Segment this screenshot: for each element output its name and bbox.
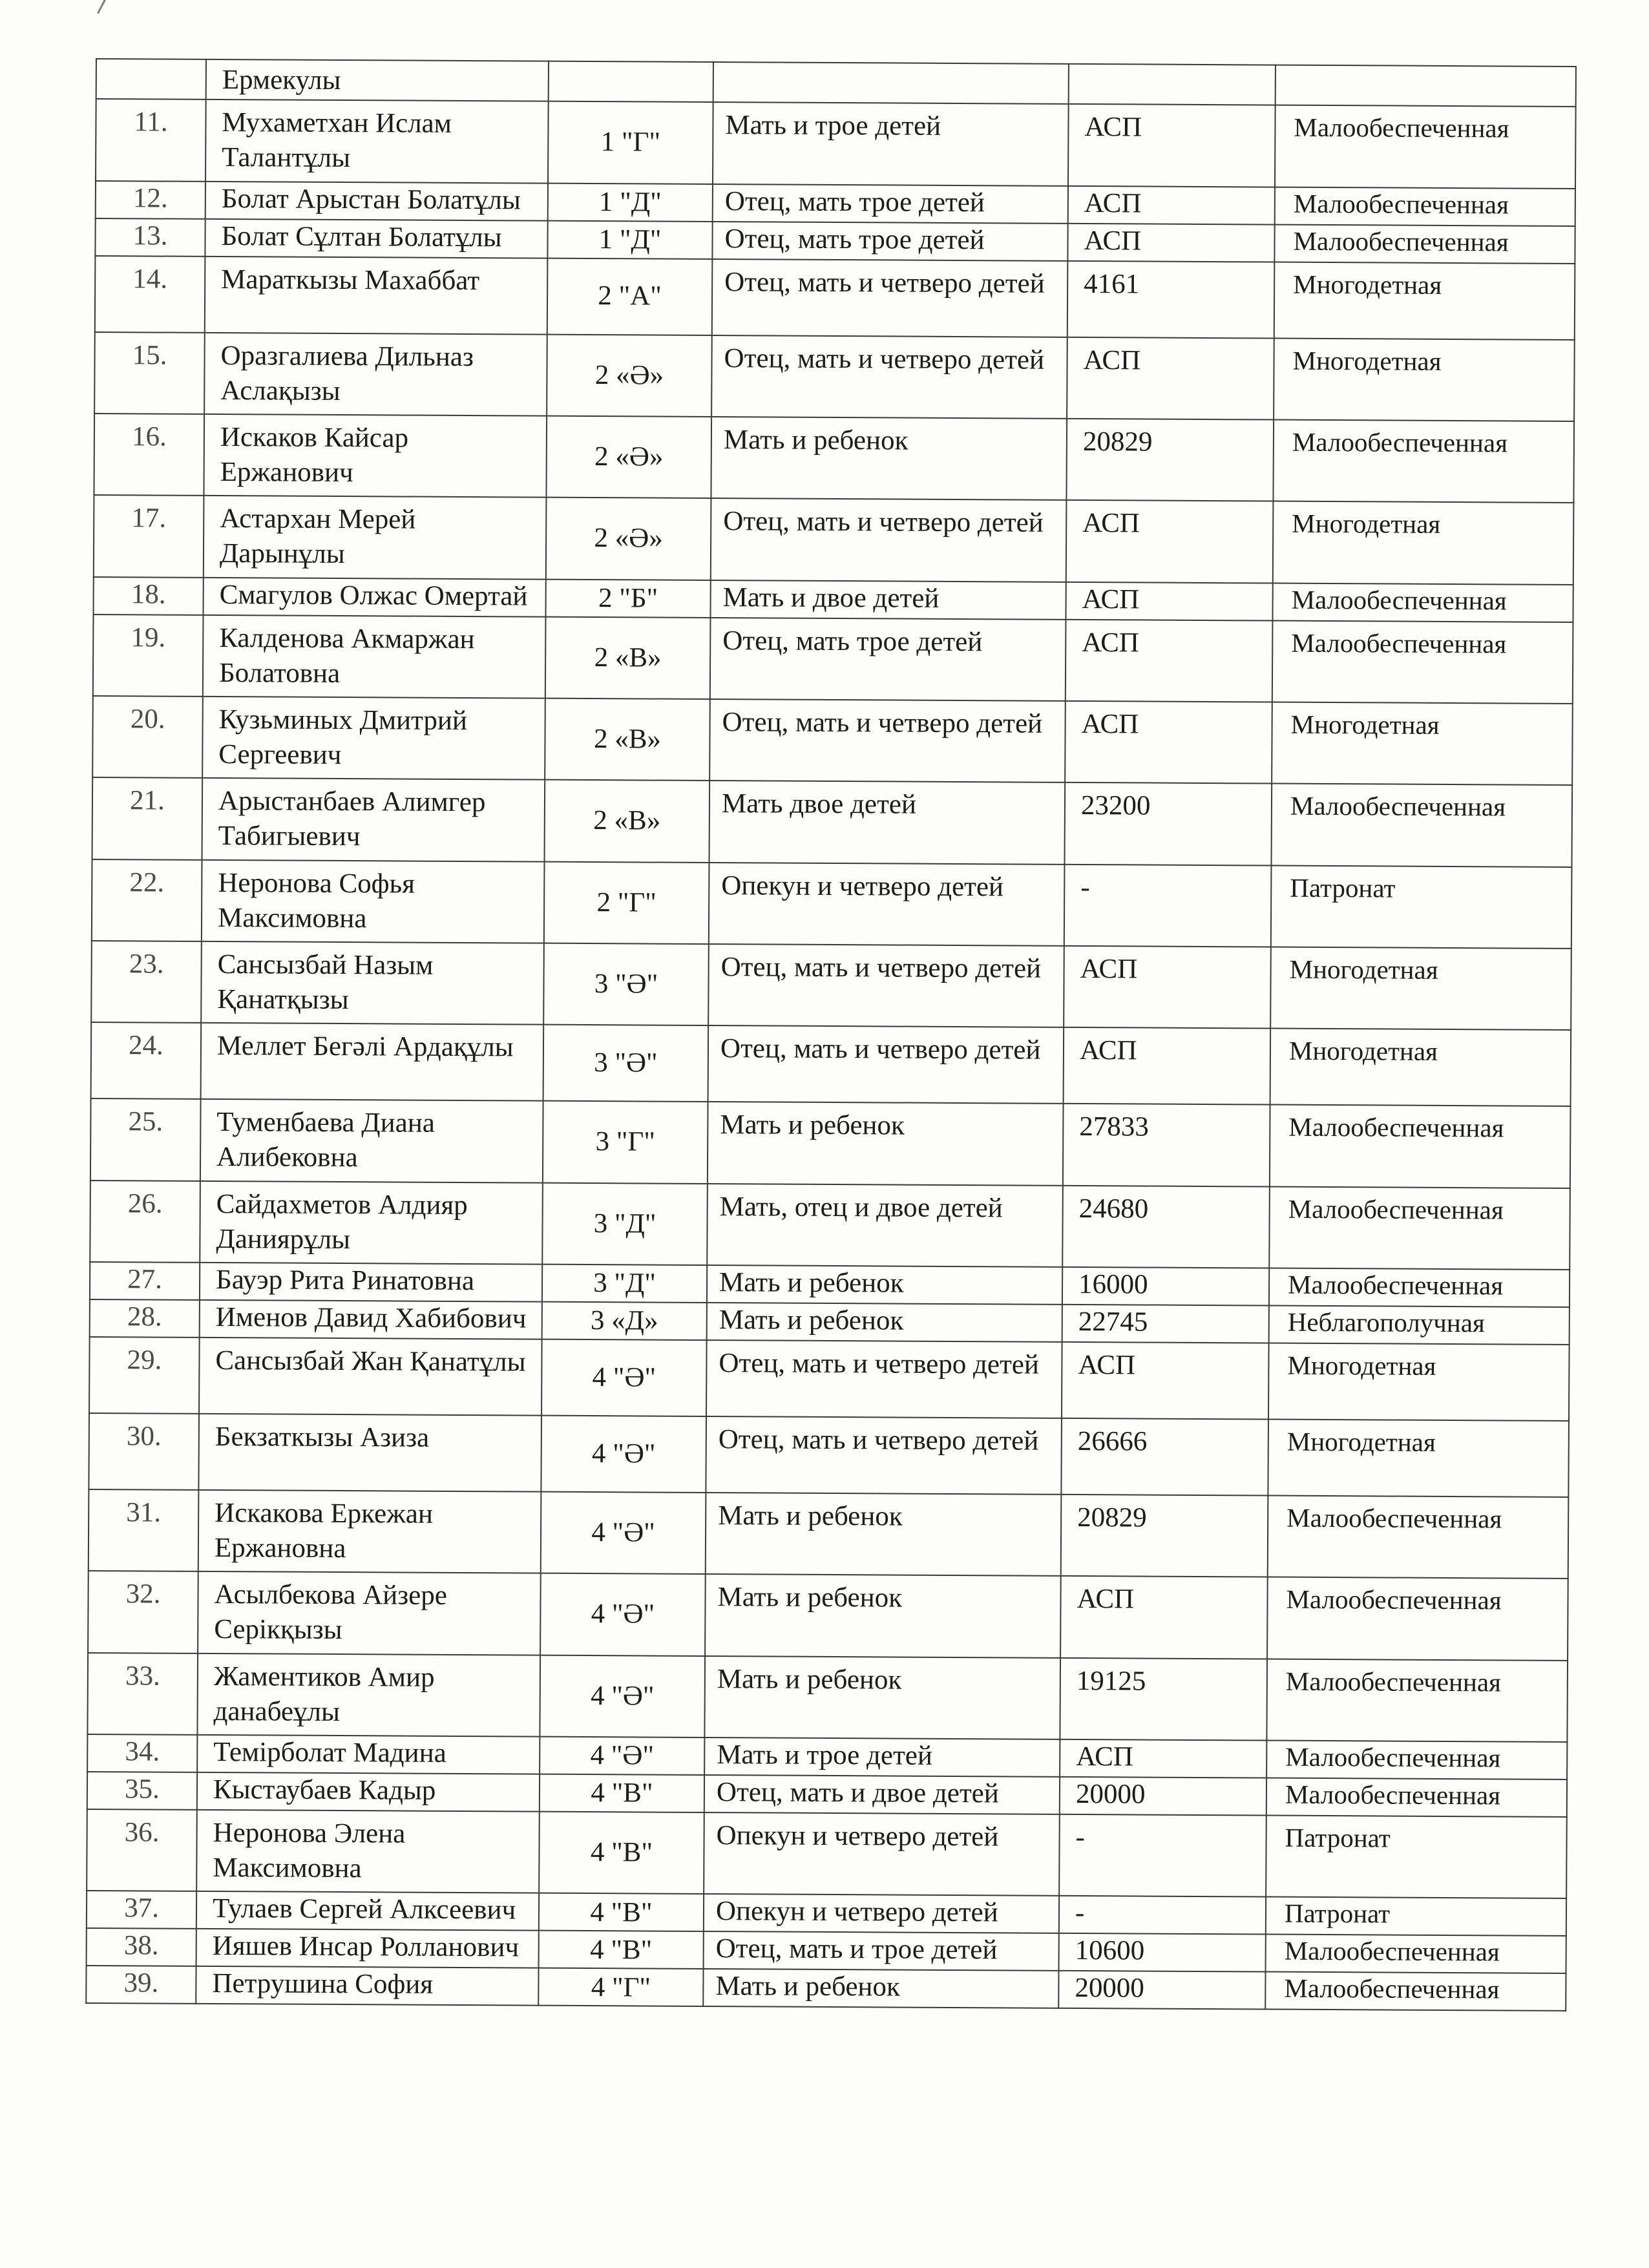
family-status-cell: Малообеспеченная (1266, 1778, 1567, 1817)
income-cell: АСП (1066, 582, 1272, 620)
family-status-cell: Малообеспеченная (1271, 784, 1572, 867)
student-name-cell: Неронова Софья Максимовна (202, 859, 545, 943)
table-row (92, 859, 1572, 949)
row-number-cell: 14. (95, 256, 205, 333)
class-cell: 2 «В» (545, 780, 710, 863)
table-row (93, 614, 1573, 704)
class-cell: 2 «Ә» (547, 334, 712, 417)
row-number-cell: 34. (87, 1734, 197, 1772)
student-name-cell: Смагулов Олжас Омертай (203, 577, 545, 616)
family-status-cell: Малообеспеченная (1275, 105, 1576, 189)
table-row (92, 696, 1573, 785)
row-number-cell: 24. (91, 1022, 202, 1099)
row-number-cell: 35. (87, 1772, 197, 1810)
class-cell: 2 "Г" (544, 861, 709, 944)
family-status-cell: Малообеспеченная (1269, 1268, 1570, 1307)
student-name-cell: Оразгалиева Дильназ Аслақызы (204, 332, 547, 415)
class-cell: 3 "Ә" (543, 943, 709, 1026)
family-status-cell: Малообеспеченная (1275, 187, 1575, 226)
class-cell: 2 «Ә» (546, 498, 711, 580)
class-cell: 4 "В" (539, 1893, 704, 1931)
table-row (94, 495, 1574, 584)
table-row (90, 1181, 1570, 1270)
family-composition-cell: Отец, мать и четверо детей (711, 498, 1067, 582)
table-row (89, 1413, 1569, 1497)
family-composition-cell: Мать и ребенок (704, 1656, 1060, 1739)
family-status-cell: Малообеспеченная (1273, 419, 1574, 503)
income-cell: АСП (1068, 185, 1275, 224)
family-status-cell: Многодетная (1273, 501, 1574, 585)
table-row (95, 256, 1575, 340)
income-cell: 23200 (1064, 782, 1272, 865)
family-status-cell: Многодетная (1274, 338, 1575, 421)
family-status-cell: Патронат (1271, 865, 1572, 949)
family-composition-cell: Отец, мать трое детей (713, 184, 1068, 224)
family-composition-cell: Отец, мать и четверо детей (708, 944, 1064, 1027)
student-name-cell: Петрушина София (196, 1966, 538, 2006)
row-number-cell: 37. (87, 1891, 196, 1929)
family-composition-cell: Отец, мать и четверо детей (706, 1340, 1062, 1418)
row-number-cell: 22. (92, 859, 202, 941)
row-number-cell: 19. (93, 614, 204, 697)
student-name-cell: Кыстаубаев Кадыр (197, 1772, 540, 1812)
family-composition-cell: Отец, мать и трое детей (704, 1931, 1059, 1971)
student-name-cell: Калденова Акмаржан Болатовна (203, 614, 546, 698)
family-status-cell: Малообеспеченная (1274, 224, 1575, 263)
income-cell: 27833 (1063, 1104, 1270, 1186)
family-status-cell: Многодетная (1270, 1029, 1571, 1106)
row-number-cell: 28. (90, 1299, 200, 1338)
family-status-cell: Малообеспеченная (1266, 1741, 1567, 1780)
student-name-cell: Неронова Элена Максимовна (196, 1810, 540, 1893)
income-cell: АСП (1066, 619, 1273, 702)
income-cell: АСП (1067, 337, 1274, 419)
class-cell: 2 «Ә» (546, 416, 711, 499)
class-cell: 3 "Г" (543, 1101, 708, 1184)
row-number-cell: 38. (87, 1928, 196, 1966)
family-status-cell: Малообеспеченная (1272, 583, 1573, 622)
table-row (94, 332, 1575, 421)
table-row (91, 941, 1571, 1030)
student-name-cell: Болат Арыстан Болатұлы (205, 181, 548, 220)
family-status-cell: Многодетная (1268, 1419, 1569, 1496)
family-composition-cell: Мать и ребенок (703, 1969, 1058, 2008)
family-composition-cell: Мать и ребенок (707, 1303, 1062, 1342)
row-number-cell: 39. (86, 1966, 196, 2004)
row-number-cell: 15. (94, 332, 205, 414)
table-row (96, 99, 1576, 188)
students-table-body (86, 59, 1576, 2011)
family-composition-cell: Мать и двое детей (710, 580, 1066, 620)
class-cell: 1 "Г" (548, 101, 713, 184)
student-name-cell: Болат Сұлтан Болатұлы (205, 218, 547, 258)
income-cell: АСП (1060, 1576, 1268, 1659)
row-number-cell: 23. (91, 941, 202, 1023)
table-row (91, 1022, 1571, 1106)
class-cell: 4 "Ә" (541, 1339, 707, 1416)
student-name-cell: Сансызбай Назым Қанатқызы (201, 941, 544, 1025)
row-number-cell: 26. (90, 1181, 200, 1263)
row-number-cell: 21. (92, 777, 203, 859)
family-status-cell: Малообеспеченная (1266, 1659, 1568, 1742)
class-cell: 4 "Ә" (540, 1655, 705, 1738)
income-cell: АСП (1062, 1342, 1269, 1420)
family-status-cell: Малообеспеченная (1266, 1935, 1566, 1973)
income-cell: 10600 (1059, 1933, 1266, 1972)
row-number-cell: 27. (90, 1262, 200, 1300)
students-table (85, 58, 1577, 2011)
student-name-cell: Ияшев Инсар Ролланович (196, 1929, 539, 1968)
class-cell: 2 "А" (547, 258, 713, 335)
income-cell: - (1059, 1896, 1266, 1935)
row-number-cell: 29. (89, 1337, 200, 1414)
class-cell: 4 "В" (539, 1931, 704, 1969)
family-composition-cell: Опекун и четверо детей (709, 863, 1065, 946)
family-composition-cell: Мать и трое детей (713, 102, 1069, 185)
income-cell: 20000 (1060, 1777, 1266, 1816)
income-cell: АСП (1064, 1027, 1271, 1105)
family-status-cell: Малообеспеченная (1268, 1495, 1569, 1579)
income-cell (1069, 64, 1276, 105)
family-status-cell: Многодетная (1270, 947, 1571, 1030)
income-cell: 20829 (1066, 419, 1274, 501)
student-name-cell: Асылбекова Айзере Серікқызы (198, 1571, 541, 1655)
table-row (86, 1966, 1566, 2011)
class-cell: 2 «В» (545, 698, 710, 781)
class-cell: 1 "Д" (548, 183, 713, 221)
class-cell: 4 "Ә" (541, 1492, 706, 1575)
student-name-cell: Темірболат Мадина (197, 1735, 540, 1774)
row-number-cell: 12. (96, 181, 205, 219)
family-composition-cell: Опекун и четверо детей (704, 1894, 1059, 1933)
family-composition-cell: Мать и ребенок (707, 1265, 1062, 1305)
row-number-cell: 33. (87, 1653, 198, 1735)
class-cell: 4 "Ә" (541, 1416, 706, 1493)
income-cell: АСП (1068, 104, 1276, 187)
class-cell: 1 "Д" (547, 220, 712, 258)
family-composition-cell: Отец, мать трое детей (710, 618, 1066, 701)
student-name-cell: Сайдахметов Алдияр Даниярұлы (200, 1181, 543, 1264)
student-name-cell: Арыстанбаев Алимгер Табигыевич (202, 778, 545, 861)
student-name-cell: Мухаметхан Ислам Талантұлы (205, 100, 549, 183)
family-status-cell: Патронат (1266, 1897, 1566, 1936)
class-cell: 2 "Б" (545, 579, 710, 617)
row-number-cell: 25. (90, 1098, 201, 1181)
table-row (87, 1653, 1568, 1742)
class-cell: 2 «В» (545, 616, 711, 699)
row-number-cell: 11. (96, 99, 206, 181)
scan-edge-mark (97, 0, 126, 14)
row-number-cell: 18. (93, 577, 203, 615)
family-composition-cell: Мать, отец и двое детей (707, 1184, 1063, 1267)
class-cell: 3 "Ә" (543, 1025, 709, 1102)
student-name-cell: Бауэр Рита Ринатовна (200, 1263, 542, 1302)
income-cell: АСП (1060, 1739, 1266, 1778)
family-composition-cell: Опекун и четверо детей (704, 1812, 1060, 1896)
row-number-cell: 13. (95, 218, 205, 257)
family-status-cell: Малообеспеченная (1270, 1105, 1571, 1188)
student-name-cell: Сансызбай Жан Қанатұлы (199, 1338, 542, 1416)
row-number-cell: 30. (89, 1413, 199, 1490)
class-cell: 3 "Д" (542, 1182, 708, 1265)
class-cell (549, 61, 713, 103)
table-row (89, 1489, 1569, 1579)
income-cell: 24680 (1062, 1185, 1270, 1268)
family-composition-cell: Мать и ребенок (705, 1574, 1061, 1657)
student-name-cell: Туменбаева Диана Алибековна (200, 1099, 543, 1182)
student-name-cell: Мараткызы Махаббат (205, 256, 548, 334)
family-composition-cell: Отец, мать и четверо детей (708, 1025, 1064, 1104)
family-composition-cell: Отец, мать и четверо детей (706, 1416, 1062, 1495)
family-status-cell: Патронат (1266, 1816, 1567, 1899)
family-status-cell: Многодетная (1272, 702, 1573, 785)
class-cell: 4 "Ә" (540, 1737, 704, 1775)
class-cell: 3 «Д» (542, 1302, 707, 1340)
student-name-cell: Именов Давид Хабибович (200, 1300, 542, 1339)
table-row (94, 414, 1574, 503)
family-status-cell (1276, 65, 1576, 107)
student-name-cell: Жаментиков Амир данабеұлы (197, 1654, 540, 1737)
class-cell: 4 "Ә" (540, 1573, 706, 1656)
family-composition-cell: Отец, мать и четверо детей (712, 259, 1068, 337)
family-composition-cell: Отец, мать и четверо детей (709, 699, 1066, 782)
income-cell: АСП (1066, 500, 1274, 583)
student-name-cell: Меллет Бегәлі Ардақұлы (201, 1023, 544, 1101)
family-status-cell: Малообеспеченная (1265, 1972, 1566, 2011)
family-status-cell: Малообеспеченная (1272, 620, 1573, 704)
family-status-cell: Малообеспеченная (1267, 1577, 1568, 1661)
income-cell: - (1059, 1814, 1266, 1897)
family-composition-cell: Мать и ребенок (711, 417, 1067, 500)
student-name-cell: Искаков Кайсар Ержанович (204, 414, 547, 498)
income-cell: 20000 (1058, 1971, 1265, 2010)
table-row (92, 777, 1573, 866)
class-cell: 4 "В" (540, 1774, 704, 1812)
class-cell: 4 "Г" (538, 1968, 703, 2006)
student-name-cell: Искакова Еркежан Ержановна (198, 1490, 541, 1573)
row-number-cell: 36. (87, 1809, 197, 1891)
row-number-cell (96, 59, 206, 100)
student-name-cell: Астархан Мерей Дарынұлы (204, 496, 547, 579)
income-cell: 26666 (1061, 1418, 1268, 1496)
class-cell: 3 "Д" (542, 1265, 707, 1303)
family-composition-cell: Мать и ребенок (708, 1102, 1064, 1185)
income-cell: 22745 (1062, 1305, 1269, 1343)
student-name-cell: Тулаев Сергей Алксеевич (196, 1891, 539, 1931)
table-row (88, 1571, 1568, 1660)
student-name-cell: Кузьминых Дмитрий Сергеевич (202, 697, 545, 780)
student-name-cell: Бекзаткызы Азиза (198, 1414, 541, 1492)
family-status-cell: Неблагополучная (1269, 1305, 1570, 1344)
family-composition-cell: Отец, мать и двое детей (704, 1775, 1060, 1814)
family-composition-cell: Отец, мать трое детей (712, 222, 1067, 261)
student-name-cell: Ермекулы (206, 59, 549, 101)
family-status-cell: Многодетная (1268, 1343, 1570, 1420)
income-cell: 19125 (1060, 1657, 1267, 1740)
family-status-cell: Многодетная (1274, 262, 1575, 339)
family-composition-cell: Мать и ребенок (706, 1493, 1062, 1576)
income-cell: АСП (1065, 701, 1272, 784)
family-composition-cell (713, 62, 1069, 104)
family-composition-cell: Мать и трое детей (704, 1738, 1060, 1777)
income-cell: 20829 (1061, 1495, 1268, 1577)
income-cell: 4161 (1067, 260, 1275, 338)
class-cell: 4 "В" (539, 1812, 704, 1895)
income-cell: АСП (1064, 946, 1271, 1029)
row-number-cell: 16. (94, 414, 204, 496)
income-cell: АСП (1067, 223, 1274, 262)
table-row (87, 1809, 1567, 1898)
table-row (89, 1337, 1570, 1421)
income-cell: - (1064, 864, 1272, 947)
income-cell: 16000 (1062, 1267, 1269, 1306)
row-number-cell: 31. (89, 1489, 199, 1571)
family-composition-cell: Отец, мать и четверо детей (711, 335, 1067, 419)
family-composition-cell: Мать двое детей (709, 781, 1065, 864)
row-number-cell: 32. (88, 1571, 198, 1653)
row-number-cell: 20. (92, 696, 203, 778)
table-row (90, 1098, 1571, 1188)
row-number-cell: 17. (94, 495, 204, 577)
family-status-cell: Малообеспеченная (1269, 1186, 1570, 1270)
